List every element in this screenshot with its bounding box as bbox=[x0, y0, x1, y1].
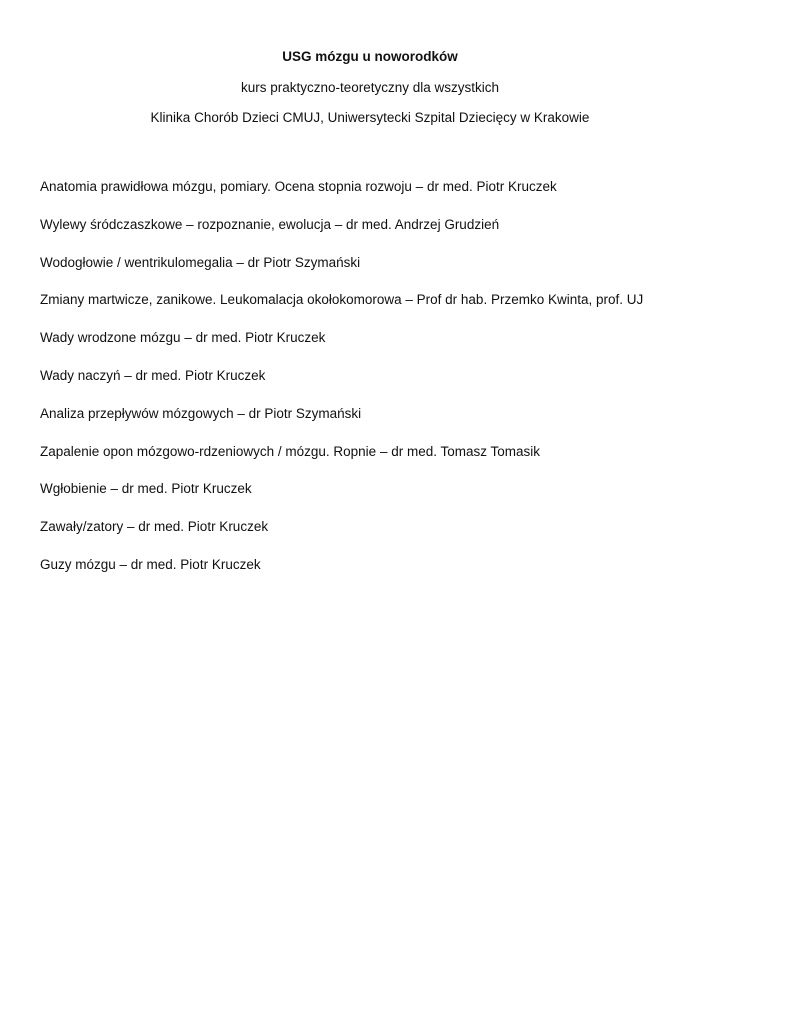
topic-item: Wylewy śródczaszkowe – rozpoznanie, ewolucja – dr med. Andrzej Grudzień bbox=[40, 216, 500, 232]
topic-item: Zapalenie opon mózgowo-rdzeniowych / mózgu. Ropnie – dr med. Tomasz Tomasik bbox=[40, 443, 541, 459]
institution-name: Klinika Chorób Dzieci CMUJ, Uniwersytecki Szpital Dziecięcy w Krakowie bbox=[150, 110, 590, 125]
topic-item: Zmiany martwicze, zanikowe. Leukomalacja okołokomorowa – Prof dr hab. Przemko Kwinta, prof. UJ bbox=[40, 292, 644, 308]
topic-item: Anatomia prawidłowa mózgu, pomiary. Ocena stopnia rozwoju – dr med. Piotr Kruczek bbox=[40, 179, 557, 194]
document-header bbox=[0, 47, 740, 128]
topic-item: Wodogłowie / wentrikulomegalia – dr Piotr Szymański bbox=[40, 254, 361, 270]
topic-item: Wady naczyń – dr med. Piotr Kruczek bbox=[40, 367, 266, 383]
document-title: USG mózgu u noworodków bbox=[282, 49, 458, 64]
topic-list bbox=[40, 177, 760, 593]
topic-item: Guzy mózgu – dr med. Piotr Kruczek bbox=[40, 556, 261, 572]
topic-item: Zawały/zatory – dr med. Piotr Kruczek bbox=[40, 519, 269, 535]
topic-item: Wady wrodzone mózgu – dr med. Piotr Kruczek bbox=[40, 330, 326, 346]
topic-item: Analiza przepływów mózgowych – dr Piotr Szymański bbox=[40, 405, 362, 421]
topic-item: Wgłobienie – dr med. Piotr Kruczek bbox=[40, 481, 252, 497]
document-subtitle: kurs praktyczno-teoretyczny dla wszystkich bbox=[240, 80, 500, 95]
